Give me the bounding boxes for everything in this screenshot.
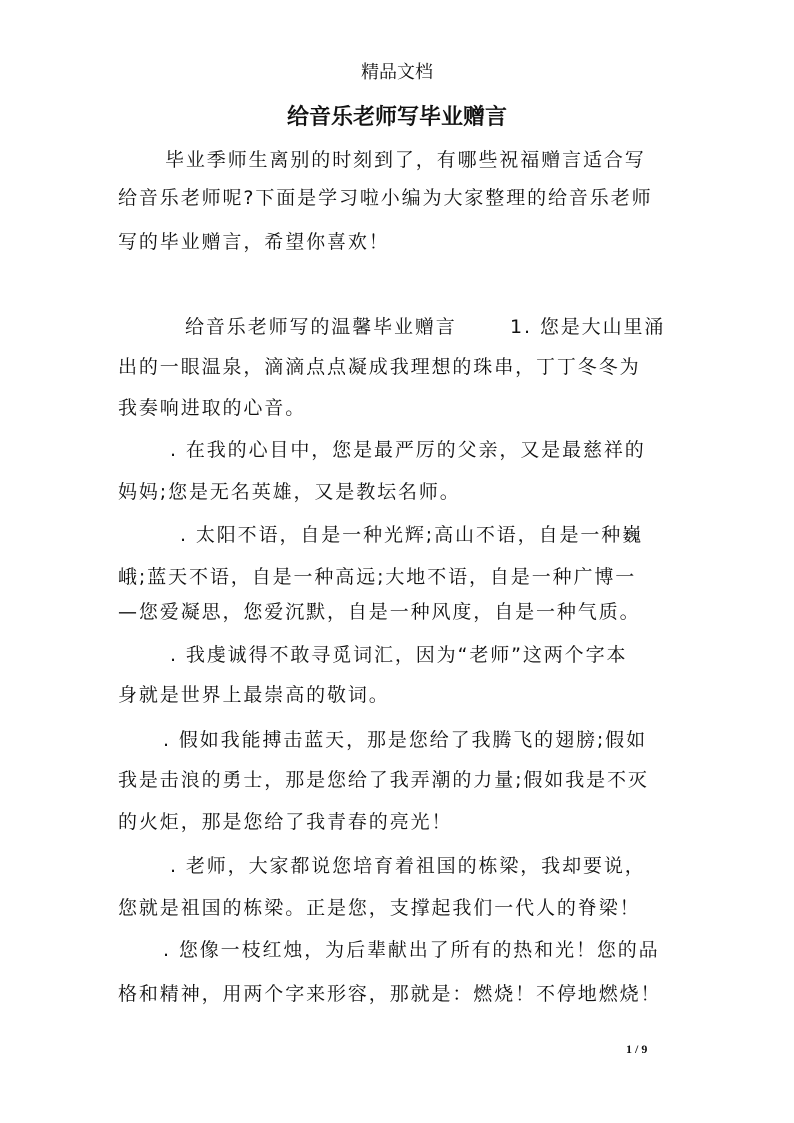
paragraph-line: 身就是世界上最崇高的敬词。 (118, 684, 390, 706)
paragraph-line: 格和精神，用两个字来形容，那就是：燃烧！不停地燃烧！ (118, 983, 662, 1005)
section-heading: 给音乐老师写的温馨毕业赠言 (185, 316, 457, 338)
paragraph-line: 出的一眼温泉，滴滴点点凝成我理想的珠串，丁丁冬冬为 (118, 356, 641, 378)
paragraph-line: . 太阳不语，自是一种光辉;高山不语，自是一种巍 (180, 524, 644, 546)
page-number: 1 / 9 (626, 1042, 648, 1056)
paragraph-line: —您爱凝思，您爱沉默，自是一种风度，自是一种气质。 (118, 601, 641, 623)
page-header: 精品文档 (361, 62, 433, 83)
paragraph-line: . 老师，大家都说您培育着祖国的栋梁，我却要说， (170, 855, 646, 877)
paragraph-line: 我奏响进取的心音。 (118, 397, 307, 419)
paragraph-line: 您就是祖国的栋梁。正是您，支撑起我们一代人的脊梁！ (118, 897, 641, 919)
paragraph-line: 写的毕业赠言，希望你喜欢！ (118, 231, 390, 253)
paragraph-line: 给音乐老师呢?下面是学习啦小编为大家整理的给音乐老师 (118, 187, 653, 209)
paragraph-line: . 我虔诚得不敢寻觅词汇，因为“老师”这两个字本 (170, 644, 628, 666)
paragraph-line: 1. 您是大山里涌 (510, 316, 666, 338)
document-title: 给音乐老师写毕业赠言 (286, 104, 507, 130)
paragraph-line: . 您像一枝红烛，为后辈献出了所有的热和光！您的品 (163, 939, 660, 961)
paragraph-line: . 假如我能搏击蓝天，那是您给了我腾飞的翅膀;假如 (163, 729, 647, 751)
paragraph-line: 妈妈;您是无名英雄，又是教坛名师。 (118, 481, 461, 503)
paragraph-line: 峨;蓝天不语，自是一种高远;大地不语，自是一种广博一 (118, 566, 637, 588)
paragraph-line: . 在我的心目中，您是最严厉的父亲，又是最慈祥的 (170, 439, 646, 461)
paragraph-line: 我是击浪的勇士，那是您给了我弄潮的力量;假如我是不灭 (118, 769, 649, 791)
paragraph-line: 的火炬，那是您给了我青春的亮光！ (118, 811, 453, 833)
paragraph-line: 毕业季师生离别的时刻到了，有哪些祝福赠言适合写 (165, 149, 646, 171)
